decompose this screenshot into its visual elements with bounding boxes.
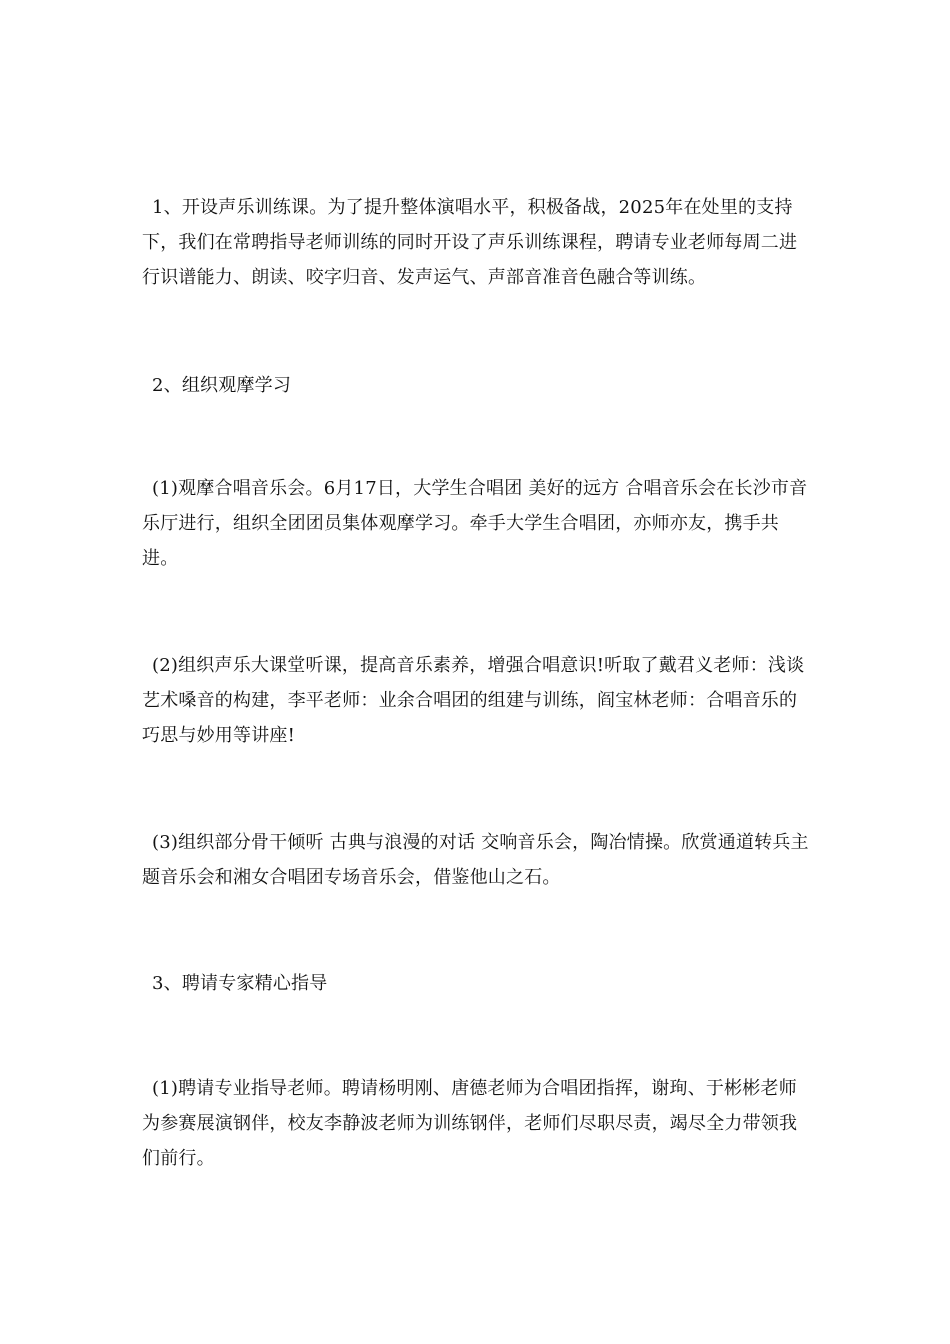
paragraph-vocal-training-course: 1、开设声乐训练课。为了提升整体演唱水平，积极备战，2025年在处里的支持下，我们在常聘指导老师训练的同时开设了声乐训练课程，聘请专业老师每周二进行识谱能力、朗读、咬字归音、发声运气、声部音准音色融合等训练。 (142, 197, 798, 288)
heading-hire-experts: 3、聘请专家精心指导 (152, 973, 328, 994)
heading-organize-observation: 2、组织观摩学习 (152, 375, 292, 396)
paragraph-vocal-lectures: (2)组织声乐大课堂听课，提高音乐素养，增强合唱意识!听取了戴君义老师：浅谈艺术嗓音的构建，李平老师：业余合唱团的组建与训练，阎宝林老师：合唱音乐的巧思与妙用等讲座! (142, 655, 805, 746)
paragraph-hire-teachers: (1)聘请专业指导老师。聘请杨明刚、唐德老师为合唱团指挥，谢珣、于彬彬老师为参赛展演钢伴，校友李静波老师为训练钢伴，老师们尽职尽责，竭尽全力带领我们前行。 (142, 1078, 798, 1169)
paragraph-observe-concert: (1)观摩合唱音乐会。6月17日，大学生合唱团 美好的远方 合唱音乐会在长沙市音乐厅进行，组织全团团员集体观摩学习。牵手大学生合唱团，亦师亦友，携手共进。 (142, 478, 808, 569)
paragraph-symphony-concert: (3)组织部分骨干倾听 古典与浪漫的对话 交响音乐会，陶冶情操。欣赏通道转兵主题音乐会和湘女合唱团专场音乐会，借鉴他山之石。 (142, 832, 809, 888)
